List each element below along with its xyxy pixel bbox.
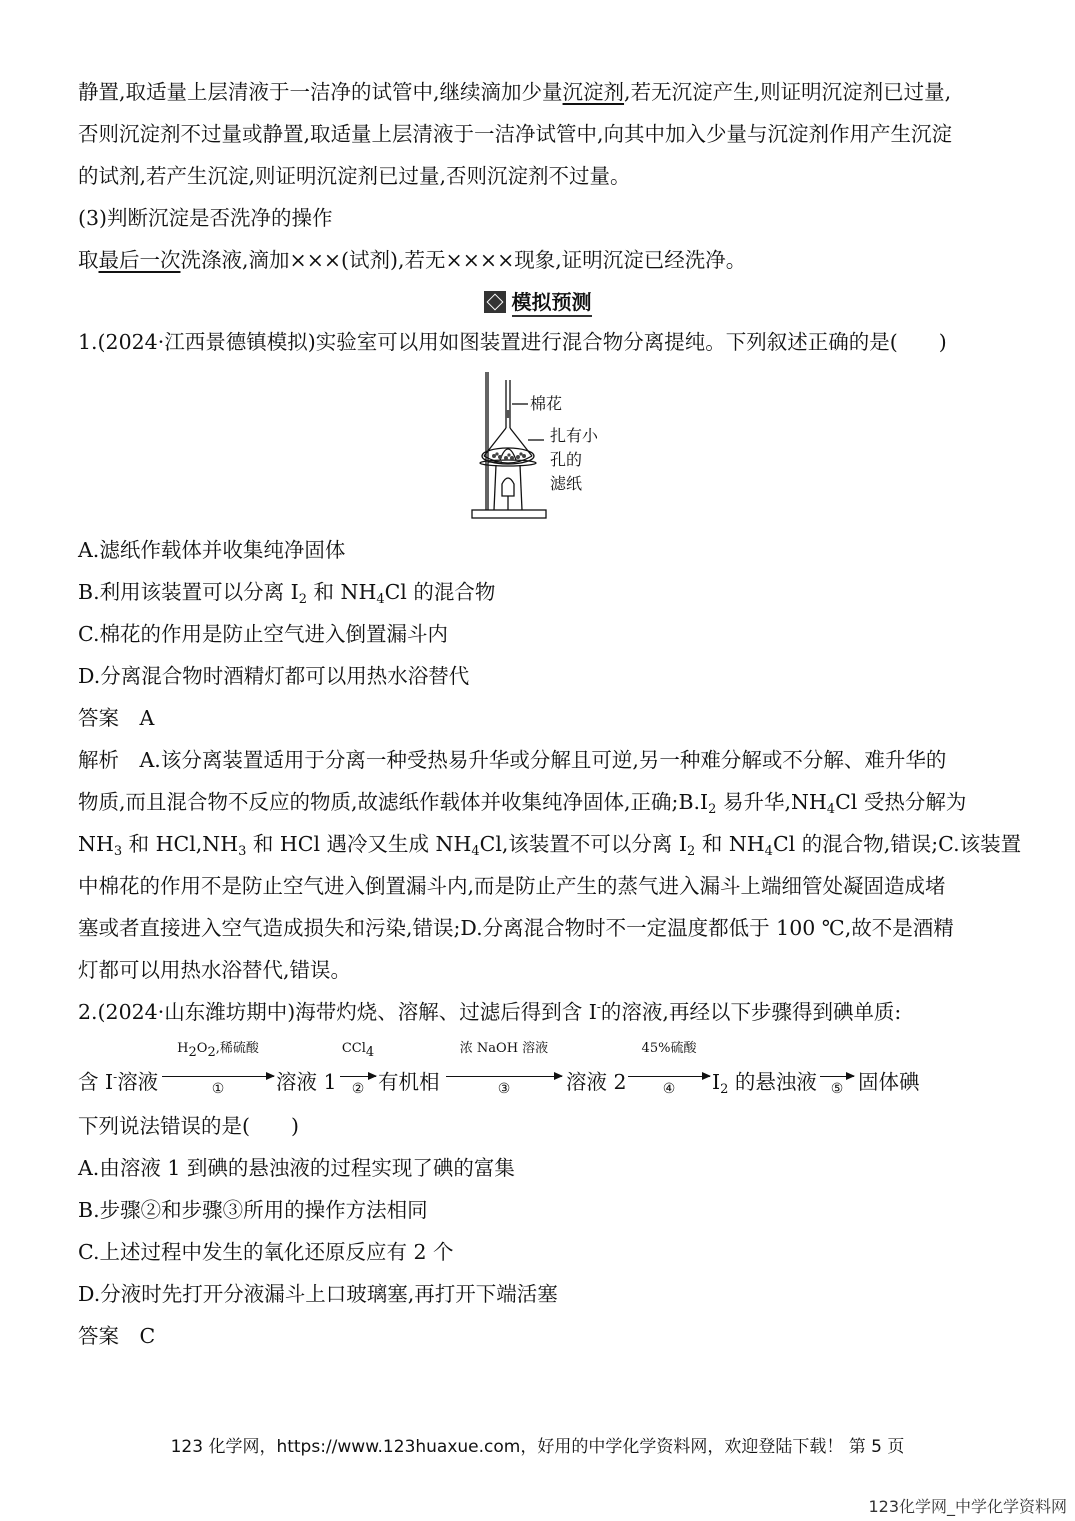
arrow-1-reagent: $H_2O_2$,稀硫酸 <box>177 1041 259 1060</box>
q2-option-d: D.分液时先打开分液漏斗上口玻璃塞,再打开下端活塞 <box>78 1282 558 1306</box>
arrow-2-reagent: CCl$_4$ <box>341 1041 375 1060</box>
q2-prompt: 下列说法错误的是( ) <box>78 1114 299 1138</box>
label-filter-paper-3: 滤纸 <box>550 474 583 493</box>
label-filter-paper-2: 孔的 <box>550 450 583 469</box>
scheme-node-start: 含 I-溶液 <box>78 1070 159 1094</box>
arrow-4 <box>628 1076 710 1077</box>
reaction-scheme <box>78 1040 998 1100</box>
arrow-5 <box>820 1076 854 1077</box>
text-line: 的试剂,若产生沉淀,则证明沉淀剂已过量,否则沉淀剂不过量。 <box>78 164 631 188</box>
scheme-node-solid-iodine: 固体碘 <box>858 1070 920 1094</box>
arrow-4-reagent: 45%硫酸 <box>641 1041 697 1056</box>
q2-option-b: B.步骤②和步骤③所用的操作方法相同 <box>78 1198 428 1222</box>
label-filter-paper-1: 扎有小 <box>550 426 599 445</box>
page-footer: 123 化学网，https://www.123huaxue.com，好用的中学化学资料网，欢迎登陆下载！ 第 5 页 <box>170 1437 905 1457</box>
q1-option-b: B.利用该装置可以分离 $I_2$ 和 $NH_4Cl$ 的混合物 <box>78 580 496 607</box>
arrow-2 <box>340 1076 376 1077</box>
arrow-3-reagent: 浓 NaOH 溶液 <box>459 1041 549 1056</box>
q1-answer: 答案 A <box>78 706 155 730</box>
text-line: 否则沉淀剂不过量或静置,取适量上层清液于一洁净试管中,向其中加入少量与沉淀剂作用产生沉淀 <box>78 122 953 146</box>
question-2-stem: 2.(2024·山东潍坊期中)海带灼烧、溶解、过滤后得到含 I-的溶液,再经以下步骤得到碘单质: <box>78 1000 902 1024</box>
scheme-node-solution-2: 溶液 2 <box>566 1070 627 1094</box>
arrow-1 <box>162 1076 274 1077</box>
q2-option-c: C.上述过程中发生的氧化还原反应有 2 个 <box>78 1240 454 1264</box>
diamond-icon <box>484 291 506 313</box>
subheading: (3)判断沉淀是否洗净的操作 <box>78 206 333 230</box>
q2-answer: 答案 C <box>78 1324 156 1348</box>
arrow-4-step: ④ <box>662 1081 676 1097</box>
q1-explanation: 塞或者直接进入空气造成损失和污染,错误;D.分离混合物时不一定温度都低于 100 ℃,故不是酒精 <box>78 916 954 940</box>
q1-explanation: 物质,而且混合物不反应的物质,故滤纸作载体并收集纯净固体,正确$;B.I_2$ 易升华$,NH_4Cl$ 受热分解为 <box>78 790 967 817</box>
label-cotton: 棉花 <box>530 394 563 413</box>
sublimation-apparatus-figure <box>466 368 616 524</box>
q2-option-a: A.由溶液 1 到碘的悬浊液的过程实现了碘的富集 <box>78 1156 515 1180</box>
text-line: 取最后一次洗涤液,滴加×××(试剂),若无××××现象,证明沉淀已经洗净。 <box>78 248 747 272</box>
scheme-node-solution-1: 溶液 1 <box>276 1070 337 1094</box>
section-title: 模拟预测 <box>0 286 1075 315</box>
scheme-node-organic-phase: 有机相 <box>378 1070 440 1094</box>
q1-explanation: 解析 A.该分离装置适用于分离一种受热易升华或分解且可逆,另一种难分解或不分解、难升华的 <box>78 748 947 772</box>
text-line: 静置,取适量上层清液于一洁净的试管中,继续滴加少量沉淀剂,若无沉淀产生,则证明沉淀剂已过量, <box>78 80 952 104</box>
arrow-3-step: ③ <box>497 1081 511 1097</box>
q1-option-c: C.棉花的作用是防止空气进入倒置漏斗内 <box>78 622 448 646</box>
watermark: 123化学网_中学化学资料网 <box>868 1497 1067 1516</box>
q1-explanation: 灯都可以用热水浴替代,错误。 <box>78 958 352 982</box>
question-1-stem: 1.(2024·江西景德镇模拟)实验室可以用如图装置进行混合物分离提纯。下列叙述正确的是( ) <box>78 330 947 354</box>
q1-explanation: 中棉花的作用不是防止空气进入倒置漏斗内,而是防止产生的蒸气进入漏斗上端细管处凝固造成堵 <box>78 874 946 898</box>
q1-explanation: $NH_3$ 和 $HCl,NH_3$ 和 HCl 遇冷又生成 $NH_4Cl$,该装置不可以分离 $I_2$ 和 $NH_4Cl$ 的混合物,错误;C.该装置 <box>78 832 1022 859</box>
arrow-1-step: ① <box>211 1081 225 1097</box>
q1-option-d: D.分离混合物时酒精灯都可以用热水浴替代 <box>78 664 470 688</box>
arrow-2-step: ② <box>351 1081 365 1097</box>
q1-option-a: A.滤纸作载体并收集纯净固体 <box>78 538 346 562</box>
scheme-node-suspension: $I_2$ 的悬浊液 <box>712 1070 817 1097</box>
arrow-3 <box>446 1076 562 1077</box>
arrow-5-step: ⑤ <box>830 1081 844 1097</box>
